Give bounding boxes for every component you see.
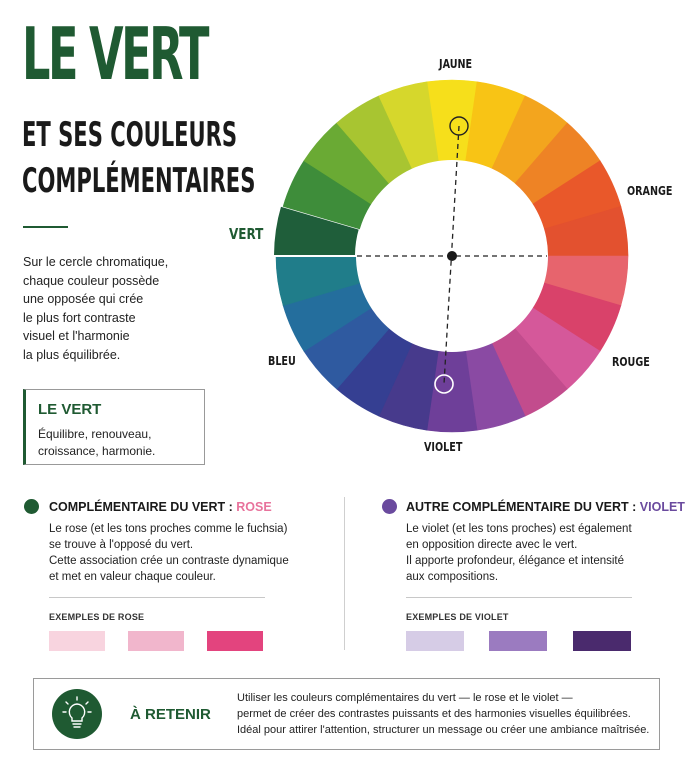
page-subtitle-line-1: ET SES COULEURS bbox=[22, 115, 238, 155]
rose-swatch-medium bbox=[128, 631, 184, 651]
intro-line: une opposée qui crée bbox=[23, 292, 144, 306]
violet-text-line: Il apporte profondeur, élégance et intensité bbox=[406, 555, 625, 567]
rose-examples-label: EXEMPLES DE ROSE bbox=[49, 612, 145, 622]
rose-section-dot bbox=[24, 499, 39, 514]
label-orange: ORANGE bbox=[627, 184, 673, 198]
rose-text-line: Cette association crée un contraste dynamique bbox=[49, 555, 289, 567]
violet-section-title bbox=[406, 500, 685, 514]
a-retenir-line: permet de créer des contrastes puissants et des harmonies visuelles équilibrées. bbox=[237, 708, 631, 720]
rose-swatch-light bbox=[49, 631, 105, 651]
label-bleu: BLEU bbox=[268, 354, 296, 368]
lightbulb-icon bbox=[52, 689, 102, 739]
rose-section-text bbox=[49, 521, 289, 585]
rose-title-accent: ROSE bbox=[236, 500, 272, 514]
a-retenir-line: Utiliser les couleurs complémentaires du vert — le rose et le violet — bbox=[237, 692, 573, 704]
le-vert-heading: LE VERT bbox=[38, 401, 102, 418]
rose-title-prefix: COMPLÉMENTAIRE DU VERT : bbox=[49, 500, 237, 514]
rose-swatch-dark bbox=[207, 631, 263, 651]
violet-title-accent: VIOLET bbox=[639, 500, 685, 514]
intro-line: le plus fort contraste bbox=[23, 310, 136, 325]
violet-text-line: aux compositions. bbox=[406, 571, 499, 583]
violet-swatch-dark bbox=[573, 631, 631, 651]
sections-vertical-divider bbox=[344, 497, 345, 650]
violet-text-line: en opposition directe avec le vert. bbox=[406, 539, 578, 551]
violet-section-text bbox=[406, 521, 632, 585]
a-retenir-text bbox=[237, 690, 649, 738]
violet-swatch-light bbox=[406, 631, 464, 651]
violet-section-dot bbox=[382, 499, 397, 514]
violet-title-prefix: AUTRE COMPLÉMENTAIRE DU VERT : bbox=[406, 500, 640, 514]
a-retenir-line: Idéal pour attirer l'attention, structurer un message ou créer une ambiance maîtrisée. bbox=[237, 724, 650, 736]
label-vert: VERT bbox=[229, 225, 264, 243]
violet-divider bbox=[406, 597, 632, 598]
violet-swatch-medium bbox=[489, 631, 547, 651]
intro-line: chaque couleur possède bbox=[23, 273, 160, 288]
label-rouge: ROUGE bbox=[612, 355, 650, 369]
rose-divider bbox=[49, 597, 265, 598]
rose-text-line: Le rose (et les tons proches comme le fuchsia) bbox=[49, 523, 288, 535]
rose-section-title bbox=[49, 500, 272, 514]
rose-text-line: et met en valeur chaque couleur. bbox=[49, 571, 216, 583]
label-violet: VIOLET bbox=[424, 440, 463, 454]
violet-examples-label: EXEMPLES DE VIOLET bbox=[406, 612, 509, 622]
label-jaune: JAUNE bbox=[439, 57, 473, 71]
page-subtitle-line-2: COMPLÉMENTAIRES bbox=[22, 161, 256, 201]
rose-text-line: se trouve à l'opposé du vert. bbox=[49, 539, 194, 551]
intro-line: la plus équilibrée. bbox=[23, 347, 121, 362]
a-retenir-title: À RETENIR bbox=[130, 706, 211, 723]
a-retenir-box bbox=[33, 678, 660, 750]
le-vert-line: Équilibre, renouveau, bbox=[38, 427, 152, 441]
violet-text-line: Le violet (et les tons proches) est également bbox=[406, 523, 632, 535]
page-title: LE VERT bbox=[22, 12, 207, 96]
le-vert-line: croissance, harmonie. bbox=[38, 444, 156, 458]
intro-line: visuel et l'harmonie bbox=[23, 329, 130, 343]
wheel-center-dot bbox=[447, 251, 457, 261]
intro-line: Sur le cercle chromatique, bbox=[23, 255, 169, 269]
